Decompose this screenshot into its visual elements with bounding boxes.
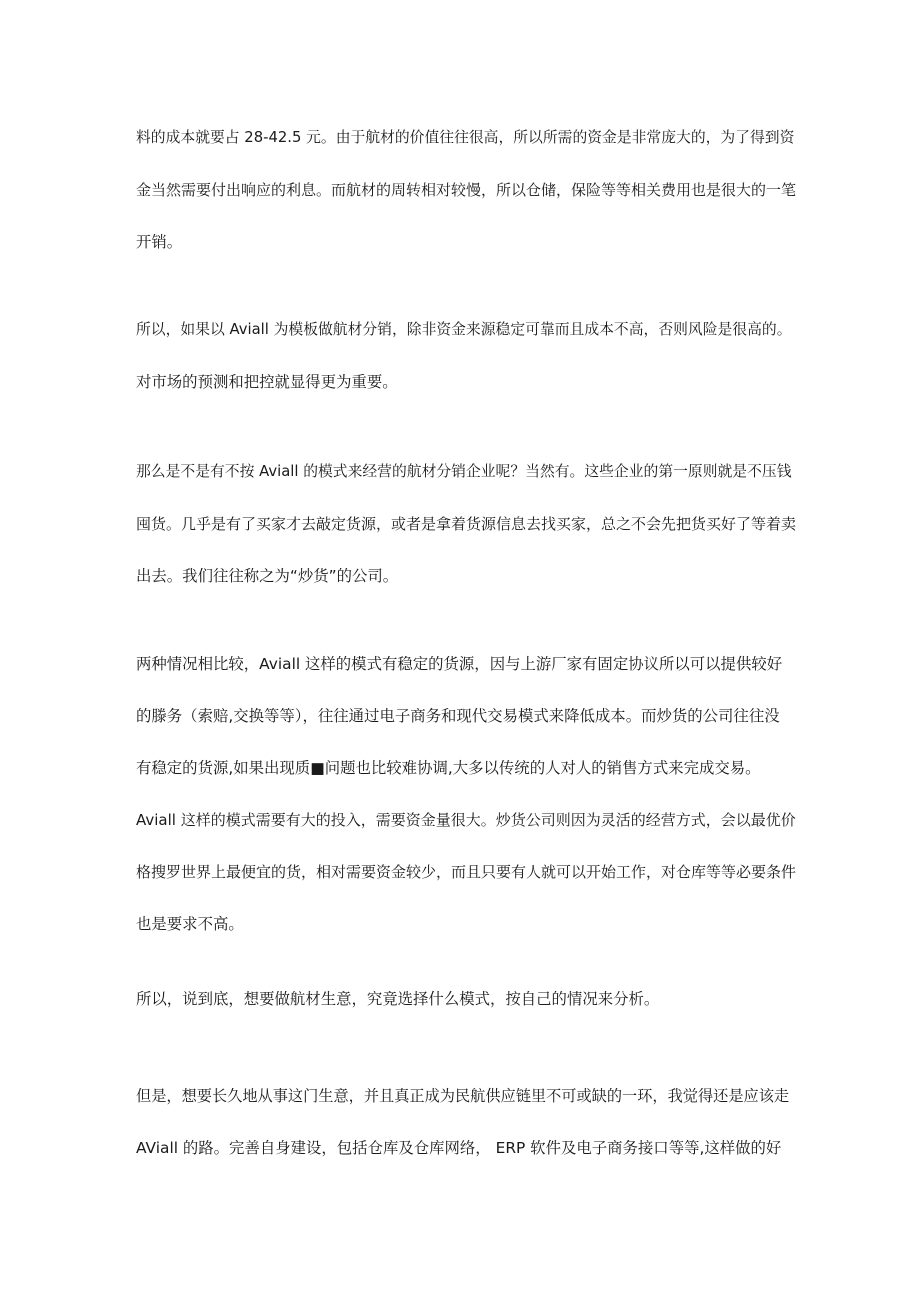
- text-line: 对市场的预测和把控就显得更为重要。: [136, 373, 398, 391]
- text-line: 两种情况相比较，Aviall 这样的模式有稳定的货源，因与上游厂家有固定协议所以可以提供较好: [136, 655, 783, 673]
- text-line: AViall 的路。完善自身建设，包括仓库及仓库网络， ERP 软件及电子商务接口等等,这样做的好: [136, 1139, 782, 1157]
- text-line: 出去。我们往往称之为“炒货”的公司。: [136, 567, 399, 585]
- text-line: 也是要求不高。: [136, 915, 244, 933]
- paragraph-conclusion: [136, 985, 796, 1037]
- paragraph-trading-model: [136, 458, 796, 614]
- paragraph-aviall-risk: [136, 316, 796, 420]
- paragraph-financing-cost: [136, 124, 796, 280]
- text-line: 料的成本就要占 28-42.5 元。由于航材的价值往往很高，所以所需的资金是非常庞大的，为了得到资: [136, 129, 795, 146]
- text-line: 金当然需要付出响应的利息。而航材的周转相对较慢，所以仓储，保险等等相关费用也是很大的一笔: [136, 181, 797, 199]
- paragraph-model-comparison: [136, 650, 796, 962]
- paragraph-recommendation: [136, 1082, 796, 1186]
- text-line: 有稳定的货源,如果出现质■问题也比较难协调,大多以传统的人对人的销售方式来完成交易。: [136, 759, 761, 777]
- text-line: 囤货。几乎是有了买家才去敲定货源，或者是拿着货源信息去找买家，总之不会先把货买好了等着卖: [136, 515, 797, 533]
- text-line: 开销。: [136, 233, 183, 251]
- text-line: 所以，如果以 Aviall 为模板做航材分销，除非资金来源稳定可靠而且成本不高，否则风险是很高的。: [136, 321, 792, 338]
- text-line: 的滕务（索赔,交换等等），往往通过电子商务和现代交易模式来降低成本。而炒货的公司往往没: [136, 707, 780, 725]
- text-line: 那么是不是有不按 Aviall 的模式来经营的航材分销企业呢？当然有。这些企业的第一原则就是不压钱: [136, 463, 792, 480]
- text-line: 但是，想要长久地从事这门生意，并且真正成为民航供应链里不可或缺的一环，我觉得还是应该走: [136, 1087, 790, 1105]
- text-line: 所以，说到底，想要做航材生意，究竟选择什么模式，按自己的情况来分析。: [136, 990, 660, 1008]
- text-line: 格搜罗世界上最便宜的货，相对需要资金较少，而且只要有人就可以开始工作，对仓库等等必要条件: [136, 863, 797, 881]
- text-line: Aviall 这样的模式需要有大的投入，需要资金量很大。炒货公司则因为灵活的经营方式，会以最优价: [136, 811, 796, 829]
